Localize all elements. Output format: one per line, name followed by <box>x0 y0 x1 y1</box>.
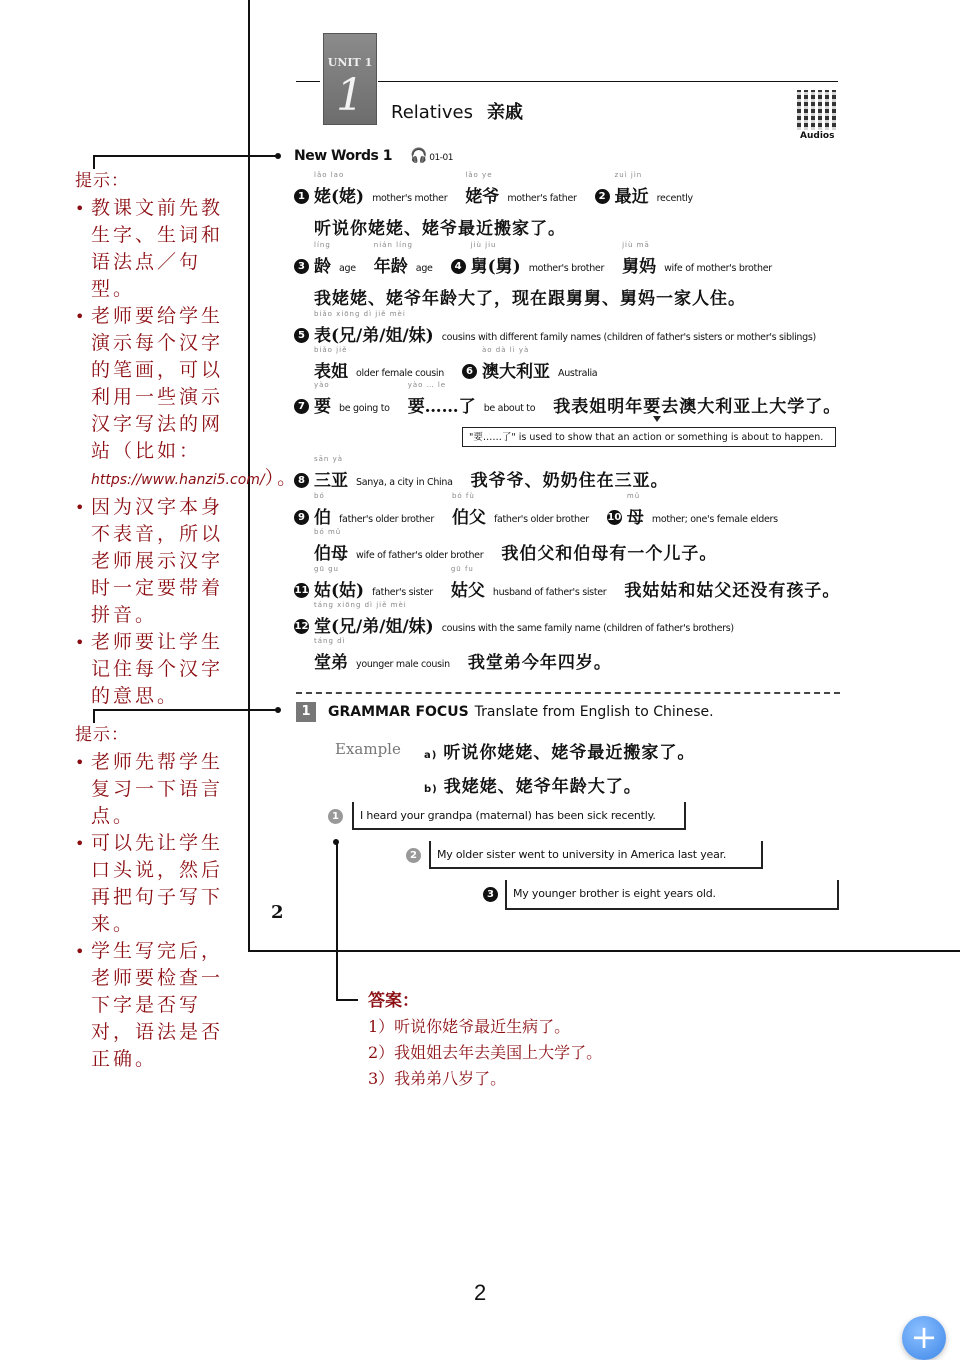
exercise-answer-box-3[interactable]: My younger brother is eight years old. <box>505 880 839 910</box>
definition: mother's father <box>507 193 577 204</box>
unit-badge <box>323 33 377 125</box>
answer-item: 3）我弟弟八岁了。 <box>368 1069 507 1088</box>
note-bullet: • 老师要给学生演示每个汉字的笔画，可以利用一些演示汉字写法的网站（比如：https://www.hanzi5.com/）。 <box>75 303 235 494</box>
vocab-row: 3 líng 龄 age nián líng 年龄 age 4 jiù jiu 舅(舅) mother's brother jiù mā 舅妈 wife of mother's brother <box>294 252 790 277</box>
exercise-badge: 1 <box>296 702 316 722</box>
exercise-number-1: 1 <box>328 809 343 824</box>
qr-label: Audios <box>800 131 835 141</box>
unit-title-zh: 亲戚 <box>486 102 523 123</box>
note-bullet: • 老师先帮学生复习一下语言点。 <box>75 749 235 830</box>
example-b: b) 我姥姥、姥爷年龄大了。 <box>424 777 642 797</box>
add-button[interactable] <box>902 1316 946 1360</box>
definition: recently <box>656 193 693 204</box>
word: lǎo ye 姥爷 <box>465 171 500 207</box>
new-words-heading: New Words 1 🎧 01-01 <box>294 148 453 164</box>
note1-connector-drop <box>93 155 95 169</box>
vocab-row: 7 yào 要 be going to yào … le 要……了 be about to 我表姐明年要去澳大利亚上大学了。 <box>294 392 841 417</box>
plus-icon: + <box>910 1318 938 1356</box>
example-sentence: 我爷爷、奶奶住在三亚。 <box>470 471 669 491</box>
answer-item: 2）我姐姐去年去美国上大学了。 <box>368 1043 603 1062</box>
teacher-note-2: 提示： • 老师先帮学生复习一下语言点。 • 可以先让学生口头说，然后再把句子写下来。 • 学生写完后，老师要检查一下字是否写对，语法是否正确。 <box>75 722 235 1073</box>
note-bullet: • 可以先让学生口头说，然后再把句子写下来。 <box>75 830 235 938</box>
item-number: 2 <box>595 189 610 204</box>
vocab-row <box>294 171 711 207</box>
word: lǎo lao 姥(姥) <box>314 171 365 207</box>
word: zuì jìn 最近 <box>614 171 649 207</box>
grammar-focus-heading: GRAMMAR FOCUS Translate from English to Chinese. <box>328 704 714 720</box>
example-sentence: 听说你姥姥、姥爷最近搬家了。 <box>314 219 566 239</box>
note-bullet: • 老师要让学生记住每个汉字的意思。 <box>75 629 235 710</box>
hanzi5-link[interactable]: https://www.hanzi5.com/ <box>91 472 265 488</box>
answer-connector-horizontal <box>336 999 358 1001</box>
unit-title <box>391 98 523 124</box>
answer-key: 答案： 1）听说你姥爷最近生病了。 2）我姐姐去年去美国上大学了。 3）我弟弟八岁了。 <box>368 988 602 1092</box>
definition: mother's mother <box>372 193 448 204</box>
example-label: Example <box>335 740 401 758</box>
example-sentence: 我表姐明年要去澳大利亚上大学了。 <box>553 397 842 417</box>
vocab-row: bó mǔ 伯母 wife of father's older brother 我伯父和伯母有一个儿子。 <box>314 528 718 564</box>
vocab-row: táng dì 堂弟 younger male cousin 我堂弟今年四岁。 <box>314 637 612 673</box>
exercise-number-3: 3 <box>483 887 498 902</box>
note2-connector-dot <box>275 707 281 713</box>
headphones-icon: 🎧 <box>410 148 428 164</box>
vocab-row: 5 biǎo xiōng dì jiě mèi 表(兄/弟/姐/妹) cousins with different family names (children of father's sisters or mother's siblings) <box>294 321 834 346</box>
example-a: a) 听说你姥姥、姥爷最近搬家了。 <box>424 743 696 763</box>
unit-title-en: Relatives <box>391 102 473 123</box>
vocab-row: 9 bó 伯 father's older brother bó fù 伯父 father's older brother 10 mǔ 母 mother; one's female elders <box>294 503 796 528</box>
answer-connector-dot <box>333 839 339 845</box>
example-sentence: 我姑姑和姑父还没有孩子。 <box>624 581 841 601</box>
note2-connector-drop <box>93 709 95 723</box>
note-bullet: • 因为汉字本身不表音，所以老师展示汉字时一定要带着拼音。 <box>75 494 235 629</box>
note1-connector <box>93 155 278 157</box>
section-divider <box>296 692 840 694</box>
exercise-number-2: 2 <box>406 848 421 863</box>
note-bullet: • 学生写完后，老师要检查一下字是否写对，语法是否正确。 <box>75 938 235 1073</box>
example-sentence: 我堂弟今年四岁。 <box>467 653 612 673</box>
title-rule-left <box>296 81 320 82</box>
vocab-row: 11 gū gu 姑(姑) father's sister gū fu 姑父 husband of father's sister 我姑姑和姑父还没有孩子。 <box>294 565 841 601</box>
teacher-note-1: 提示： • 教课文前先教生字、生词和语法点／句型。 • 老师要给学生演示每个汉字的笔画，可以利用一些演示汉字写法的网站（比如：https://www.hanzi5.com/）。 • 因为汉字本身不表音，所以老师展示汉字时一定要带着拼音。 • 老师要让学生记住每个汉字的意思。 <box>75 168 235 710</box>
book-page-number: 2 <box>271 902 284 923</box>
unit-number: 1 <box>336 70 364 121</box>
title-rule <box>378 81 838 82</box>
answer-item: 1）听说你姥爷最近生病了。 <box>368 1017 571 1036</box>
exercise-answer-box-1[interactable]: I heard your grandpa (maternal) has been sick recently. <box>352 802 686 830</box>
qr-code-icon[interactable] <box>797 90 837 130</box>
callout-arrow <box>653 416 661 422</box>
vocab-row: 8 sān yà 三亚 Sanya, a city in China 我爷爷、奶奶住在三亚。 <box>294 466 669 491</box>
unit-label: UNIT 1 <box>327 56 373 69</box>
exercise-answer-box-2[interactable]: My older sister went to university in America last year. <box>429 841 763 869</box>
grammar-note-callout: "要……了" is used to show that an action or something is about to happen. <box>462 427 836 447</box>
page-bottom-border <box>248 950 960 952</box>
audio-track: 01-01 <box>429 153 453 163</box>
answer-connector-vertical <box>336 842 338 1000</box>
item-number: 1 <box>294 189 309 204</box>
note-bullet: • 教课文前先教生字、生词和语法点／句型。 <box>75 195 235 303</box>
document-page-number: 2 <box>474 1280 487 1305</box>
example-sentence: 我伯父和伯母有一个儿子。 <box>501 544 718 564</box>
example-sentence: 我姥姥、姥爷年龄大了，现在跟舅舅、舅妈一家人住。 <box>314 289 746 309</box>
vocab-row: 12 táng xiōng dì jiě mèi 堂(兄/弟/姐/妹) cousins with the same family name (children of father's brothers) <box>294 601 734 637</box>
note1-connector-dot <box>275 153 281 159</box>
vocab-row: biǎo jiě 表姐 older female cousin 6 ào dà lì yà 澳大利亚 Australia <box>314 346 598 382</box>
